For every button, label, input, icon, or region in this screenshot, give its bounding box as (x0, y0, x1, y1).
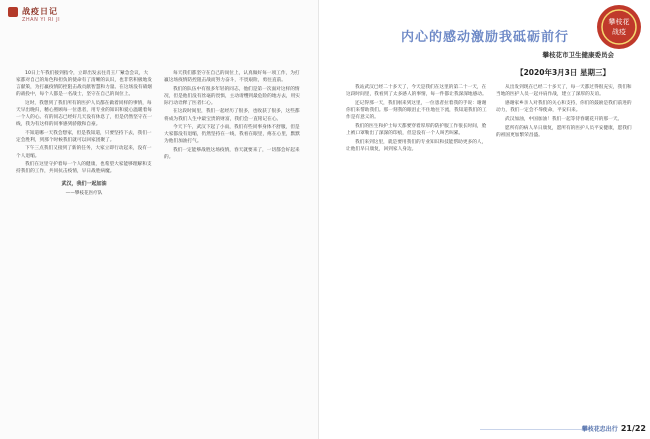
paragraph: 不知道哪一天我会想家，但是我知道，只要坚持下去，我们一定会胜利，到那个时候我们就可以回家团聚了。 (16, 130, 152, 143)
paragraph: 从出发到现在已经二十多天了，每一天都过得很充实，我们和当地的医护人员一起并肩作战，建立了深厚的友谊。 (496, 85, 632, 98)
paragraph: 我们的队伍中有很多年轻的同志，他们是第一次面对这样的情况，但是他们没有丝毫的畏惧，主动请缨到最危险的地方去，用实际行动诠释了医者仁心。 (164, 86, 300, 106)
footer-divider (480, 429, 590, 430)
paragraph: 在这段时间里，我们一起经历了很多，也收获了很多，这些都将成为我们人生中最宝贵的财富，我们会一直铭记在心。 (164, 109, 300, 122)
paragraph: 这时，我想到了我们所有的医护人员都在做着同样的事情，每天早出晚归，精心照顾每一位患者，用专业的知识和爱心温暖着每一个人的心。有的同志已经好几天没有休息了，但是仍然坚守在一线，我为有这样的同事感到骄傲和自豪。 (16, 100, 152, 128)
article-date: 【2020年3月3日 星期三】 (516, 68, 610, 77)
svg-text:战疫: 战疫 (612, 28, 626, 36)
svg-text:攀枝花: 攀枝花 (608, 18, 630, 26)
right-page (320, 0, 650, 439)
section-title: 战疫日记 (22, 7, 58, 16)
paragraph: 我们一定能够战胜这场疫情，春天就要来了，一切都会好起来的。 (164, 147, 300, 161)
paragraph: 武汉加油，中国加油！我们一起等待春暖花开的那一天。 (505, 116, 623, 122)
poem-title: 武汉，我们一起加油 (61, 181, 107, 188)
paragraph: 感谢家乡亲人对我们的关心和支持，你们的鼓励是我们前进的动力，我们一定会不辱使命，平安归来。 (496, 100, 632, 114)
right-column-1 (346, 84, 488, 420)
paragraph: 我们在这里守护着每一个人的健康，也希望大家能够理解和支持我们的工作，共同抗击疫情，早日战胜病魔。 (16, 162, 152, 175)
page-number: 21/22 (620, 424, 646, 433)
left-column-1 (16, 70, 152, 432)
left-column-2 (164, 70, 304, 432)
article-title: 内心的感动激励我砥砺前行 (400, 30, 569, 45)
paragraph: 我们来到这里，就是要用我们的专业知识和技能帮助更多的人，让他们早日康复，回到家人身边。 (346, 139, 487, 153)
footer-publication-name: 攀枝花忠出行 (581, 426, 618, 433)
page-footer (582, 424, 646, 433)
paragraph: 愿所有的病人早日康复，愿所有的医护人员平安健康，愿我们的祖国更加繁荣昌盛。 (496, 125, 632, 138)
paragraph: 我们的医生和护士每天都要穿着厚厚的防护服工作很长时间，脸上被口罩勒出了深深的印痕，但是没有一个人叫苦叫累。 (346, 124, 487, 137)
paragraph: 下午三点我们又接到了新的任务，大家立即行动起来，没有一个人退缩。 (16, 146, 152, 159)
paragraph: 还记得那一天，我们刚来到这里，一位患者拉着我的手说：谢谢你们来帮助我们。那一刻我的眼泪止不住地往下流，我知道我们的工作是有意义的。 (346, 100, 487, 121)
right-column-2 (496, 84, 636, 420)
paragraph: 10日上午我们接到指令，立即出发去往肖王厂紧急会议，大家都对自己的角色和担负的使命有了清晰的认识，也非常积极地发言献策，为打赢疫情防控阻击战贡献智慧和力量。在这场没有硝烟的战役中，每个人都是一名战士，坚守在自己的岗位上。 (16, 71, 152, 98)
poem-subtitle: ——攀枝花医疗队 (65, 191, 103, 197)
left-header (8, 6, 58, 17)
paragraph: 今天下午，武汉下起了小雨，我们有些同事身体不舒服，但是大家都没有退缩，仍然坚持在一线，我看在眼里，疼在心里，默默为他们加油打气。 (164, 125, 300, 145)
left-page (0, 0, 319, 439)
paragraph: 每天我们都坚守在自己的岗位上，认真做好每一项工作，为打赢这场疫情防控阻击战而努力奋斗，不畏艰险，勇往直前。 (164, 71, 300, 84)
brand-logo-icon (8, 7, 18, 17)
section-subtitle: ZHAN YI RI JI (22, 17, 61, 23)
article-author: 攀枝花市卫生健康委员会 (542, 51, 614, 59)
paragraph: 我站武汉已经二十多天了，今天是我们在这里的第二十一天，在这段时间里，我看到了太多感人的事情，每一件都让我深深地感动。 (346, 85, 487, 98)
